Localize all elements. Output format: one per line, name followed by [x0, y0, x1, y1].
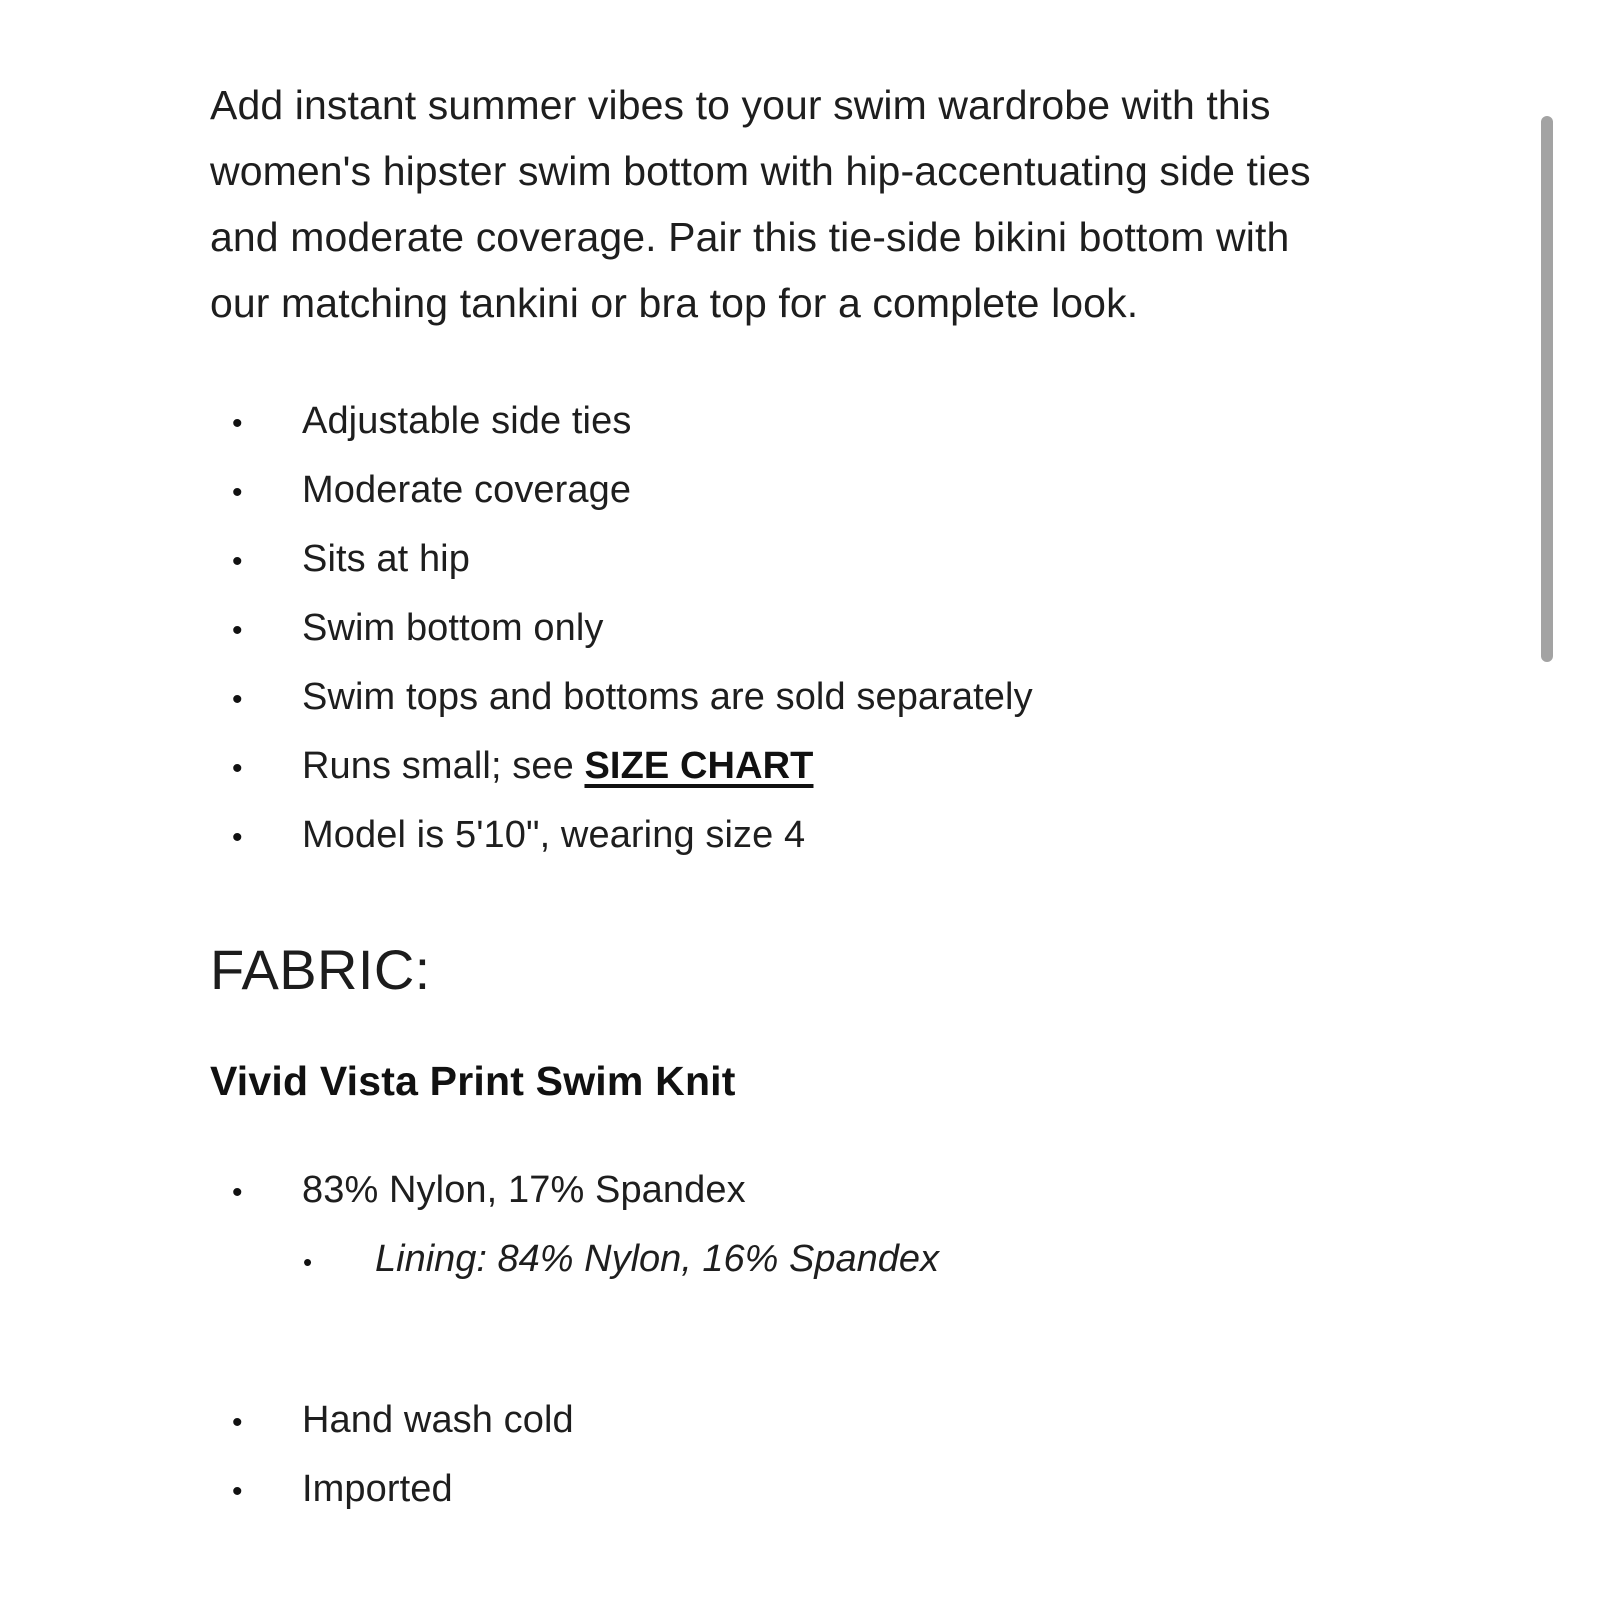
list-item	[210, 1456, 1360, 1525]
lining-label: Lining: 84% Nylon, 16% Spandex	[375, 1238, 940, 1280]
list-item-model-note	[210, 802, 1360, 871]
bullet-marker-icon: •	[232, 752, 243, 785]
list-item	[210, 457, 1360, 526]
list-item	[210, 595, 1360, 664]
bullet-marker-icon: •	[232, 1176, 243, 1209]
list-item	[210, 664, 1360, 733]
sub-list-item-lining	[210, 1226, 1360, 1295]
scrollbar-thumb[interactable]	[1541, 116, 1553, 662]
list-item-runs-small	[210, 733, 1360, 802]
scrollbar[interactable]	[1540, 0, 1554, 1600]
list-item-label: Hand wash cold	[302, 1399, 574, 1441]
bullet-marker-icon: •	[303, 1247, 313, 1277]
feature-list	[210, 388, 1360, 871]
care-instructions-list	[210, 1387, 1360, 1525]
bullet-marker-icon: •	[232, 476, 243, 509]
list-item-label: Swim tops and bottoms are sold separately	[302, 676, 1033, 718]
list-item-label: Swim bottom only	[302, 607, 604, 649]
list-item	[210, 1387, 1360, 1456]
runs-small-label	[302, 733, 1360, 799]
size-chart-link[interactable]: SIZE CHART	[584, 745, 814, 787]
bullet-marker-icon: •	[232, 614, 243, 647]
list-item-label: 83% Nylon, 17% Spandex	[302, 1169, 746, 1211]
list-item	[210, 388, 1360, 457]
list-item	[210, 526, 1360, 595]
list-item	[210, 1157, 1360, 1226]
list-item-label: Adjustable side ties	[302, 400, 632, 442]
bullet-marker-icon: •	[232, 545, 243, 578]
list-spacer	[210, 1295, 1360, 1387]
bullet-marker-icon: •	[232, 407, 243, 440]
list-item-label: Sits at hip	[302, 538, 470, 580]
fabric-subheading: Vivid Vista Print Swim Knit	[210, 1058, 736, 1104]
fabric-heading: FABRIC:	[210, 938, 431, 1001]
bullet-marker-icon: •	[232, 683, 243, 716]
intro-paragraph: Add instant summer vibes to your swim wardrobe with this women's hipster swim bottom with hip-accentuating side ties and moderate coverage. Pair this tie-side bikini bottom with our matching tankini or bra top for a complete look.	[210, 82, 1311, 326]
runs-small-prefix: Runs small; see	[302, 745, 585, 787]
list-item-label: Moderate coverage	[302, 469, 632, 511]
model-note-label: Model is 5'10", wearing size 4	[302, 814, 806, 856]
fabric-composition-list	[210, 1157, 1360, 1295]
bullet-marker-icon: •	[232, 1475, 243, 1508]
bullet-marker-icon: •	[232, 821, 243, 854]
bullet-marker-icon: •	[232, 1406, 243, 1439]
list-item-label: Imported	[302, 1468, 453, 1510]
